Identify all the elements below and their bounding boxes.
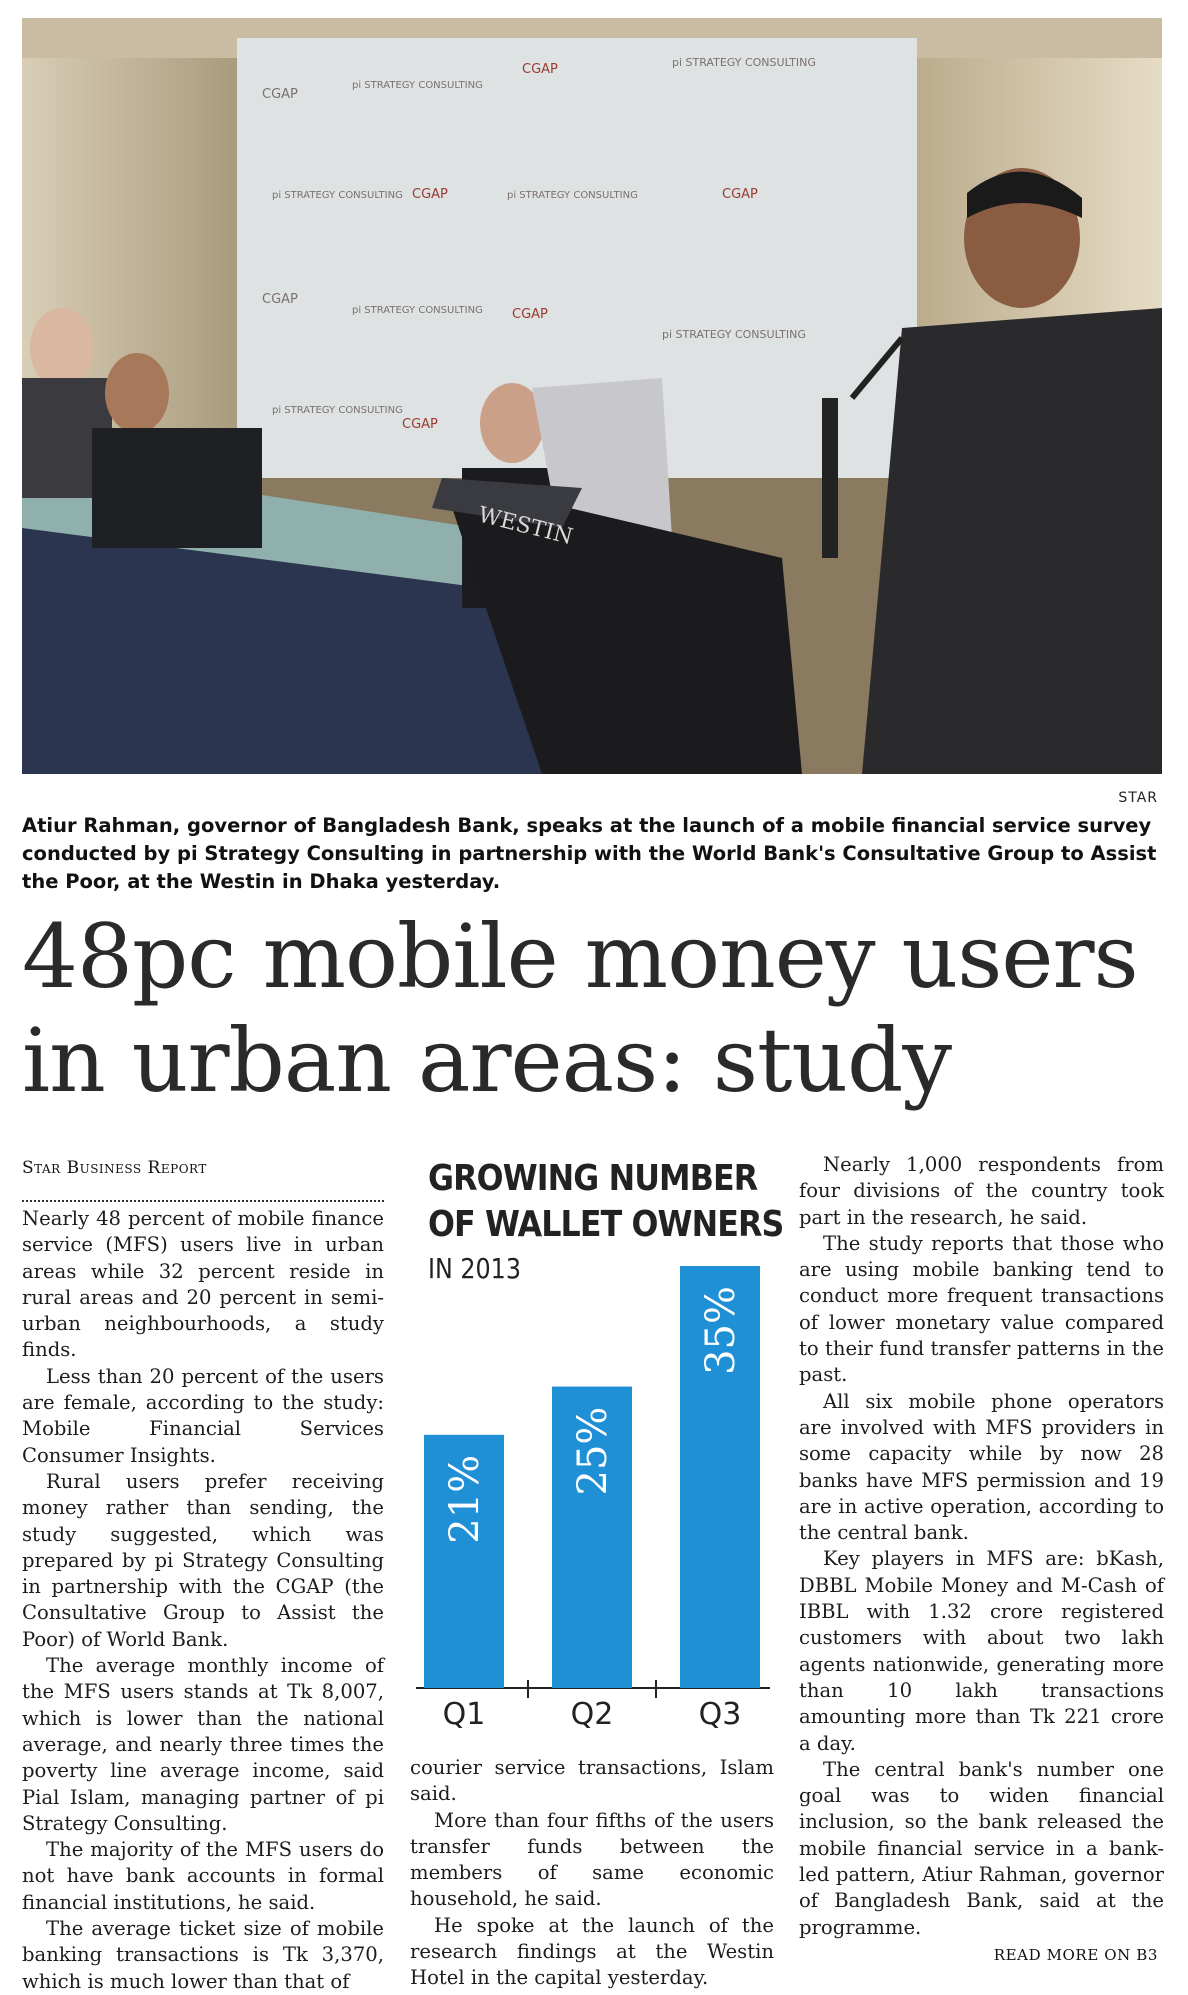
wallet-owners-chart	[410, 1150, 784, 1750]
paragraph: The majority of the MFS users do not have bank accounts in formal financial institutions, he said.	[22, 1838, 384, 1914]
photo-caption: Atiur Rahman, governor of Bangladesh Bank, speaks at the launch of a mobile financial service survey conducted by pi Strategy Consulting in partnership with the World Bank's Consultative Group to Assist the Poor, at the Westin in Dhaka yesterday.	[22, 814, 1157, 893]
paragraph: The central bank's number one goal was to widen financial inclusion, so the bank released the mobile financial service in a bank-led pattern, Atiur Rahman, governor of Bangladesh Bank, said at the programme.	[799, 1757, 1164, 1939]
backdrop-logo-pi: pi STRATEGY CONSULTING	[662, 328, 806, 341]
paragraph: Key players in MFS are: bKash, DBBL Mobile Money and M-Cash of IBBL with 1.32 crore registered customers with about two lakh agents nationwide, generating more than 10 lakh transactions amounting more than Tk 221 crore a day.	[799, 1547, 1164, 1755]
headline-line-2: in urban areas: study	[22, 1009, 952, 1112]
paragraph: Nearly 48 percent of mobile finance service (MFS) users live in urban areas while 32 percent reside in rural areas and 20 percent in semi-urban neighbourhoods, a study finds.	[22, 1207, 384, 1362]
backdrop-logo-pi: pi STRATEGY CONSULTING	[272, 190, 403, 201]
read-more-link[interactable]: READ MORE ON B3	[993, 1946, 1158, 1964]
article-column-3	[799, 1152, 1164, 1941]
bar-value-label: 35%	[698, 1286, 744, 1375]
article-column-2	[410, 1755, 774, 1992]
backdrop-logo-pi: pi STRATEGY CONSULTING	[672, 56, 816, 69]
backdrop-logo-pi: pi STRATEGY CONSULTING	[352, 80, 483, 91]
bar-chart-svg	[410, 1150, 774, 1750]
paragraph: Nearly 1,000 respondents from four divisions of the country took part in the research, he said.	[799, 1153, 1164, 1229]
bar-value-label: 25%	[570, 1406, 616, 1496]
backdrop-logo-pi: pi STRATEGY CONSULTING	[352, 305, 483, 316]
backdrop-logo-cgap: CGAP	[522, 62, 558, 77]
paragraph: Less than 20 percent of the users are female, according to the study: Mobile Financial Services Consumer Insights.	[22, 1364, 384, 1467]
backdrop-logo-pi: pi STRATEGY CONSULTING	[507, 190, 638, 201]
category-label: Q1	[442, 1697, 486, 1732]
conference-photo-illustration	[22, 18, 1162, 774]
backdrop-logo-cgap: CGAP	[412, 187, 448, 202]
chart-subtitle: IN 2013	[428, 1252, 521, 1285]
category-label: Q2	[570, 1697, 614, 1732]
backdrop-logo-cgap: CGAP	[262, 292, 298, 307]
backdrop-logo-cgap: CGAP	[512, 307, 548, 322]
paragraph: More than four fifths of the users transfer funds between the members of same economic household, he said.	[410, 1808, 774, 1911]
paragraph: Rural users prefer receiving money rather than sending, the study suggested, which was prepared by pi Strategy Consulting in partnership with the CGAP (the Consultative Group to Assist the Poor) of World Bank.	[22, 1469, 384, 1651]
paragraph: All six mobile phone operators are involved with MFS providers in some capacity while by now 28 banks have MFS permission and 19 are in active operation, according to the central bank.	[799, 1389, 1164, 1545]
chart-title-line-2: OF WALLET OWNERS	[428, 1204, 784, 1245]
paragraph: The average monthly income of the MFS users stands at Tk 8,007, which is lower than the national average, and nearly three times the poverty line average income, said Pial Islam, managing partner of pi Strategy Consulting.	[22, 1654, 384, 1835]
backdrop-logo-cgap: CGAP	[722, 187, 758, 202]
podium-label: WESTIN	[475, 502, 576, 551]
news-photo	[22, 18, 1162, 774]
backdrop-logo-cgap: CGAP	[262, 87, 298, 102]
category-label: Q3	[698, 1697, 742, 1732]
bar-value-label: 21%	[442, 1454, 488, 1544]
paragraph: The average ticket size of mobile banking transactions is Tk 3,370, which is much lower than that of	[22, 1917, 384, 1993]
paragraph: He spoke at the launch of the research findings at the Westin Hotel in the capital yesterday.	[410, 1913, 774, 1990]
backdrop-logo-cgap: CGAP	[402, 417, 438, 432]
chart-title-line-1: GROWING NUMBER	[428, 1158, 758, 1199]
headline-line-1: 48pc mobile money users	[22, 905, 1138, 1008]
byline-divider	[22, 1200, 384, 1202]
paragraph: courier service transactions, Islam said.	[410, 1756, 774, 1806]
backdrop-logo-pi: pi STRATEGY CONSULTING	[272, 405, 403, 416]
article-column-1	[22, 1206, 384, 1995]
paragraph: The study reports that those who are using mobile banking tend to conduct more frequent transactions of lower monetary value compared to their fund transfer patterns in the past.	[799, 1231, 1164, 1387]
byline: Star Business Report	[22, 1158, 207, 1178]
headline	[22, 905, 1172, 1113]
photo-credit: STAR	[1118, 790, 1158, 806]
